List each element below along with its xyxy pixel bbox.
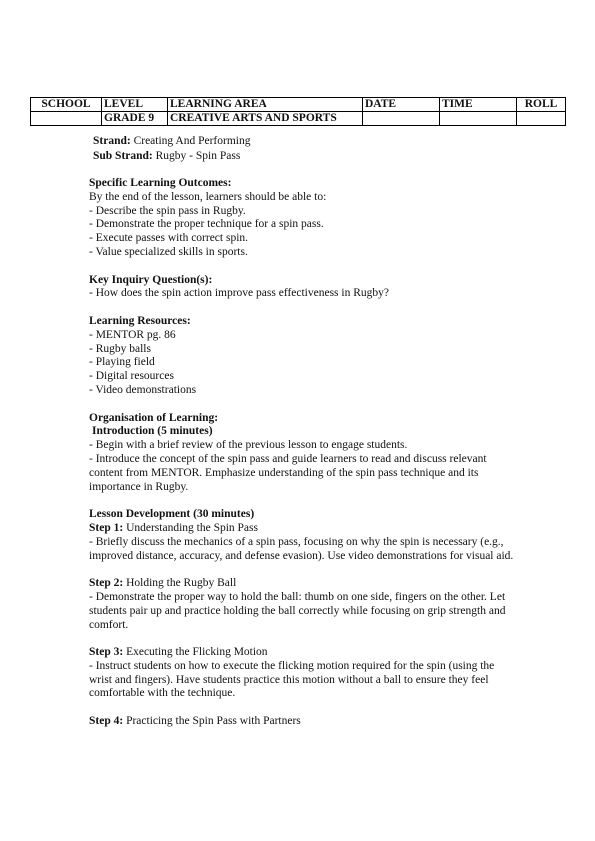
strand-line: [93, 134, 250, 149]
development-heading: Lesson Development (30 minutes): [89, 508, 255, 521]
organisation-heading: Organisation of Learning:: [89, 411, 219, 424]
development-step-4: [89, 715, 514, 729]
resource-item: - Rugby balls: [89, 342, 151, 355]
development-step-2: [89, 577, 514, 632]
step-title-line: [89, 646, 514, 660]
header-roll: ROLL: [517, 98, 566, 112]
step-title: Practicing the Spin Pass with Partners: [126, 715, 301, 728]
header-learning-area: LEARNING AREA: [168, 98, 363, 112]
step-label: Step 1:: [89, 521, 124, 534]
step-label: Step 2:: [89, 577, 124, 590]
time-value: [440, 112, 517, 126]
step-label: Step 4:: [89, 715, 124, 728]
step-title: Executing the Flicking Motion: [126, 646, 268, 659]
step-text: - Demonstrate the proper way to hold the ball: thumb on one side, fingers on the other. Let students pair up and practice holding the ball correctly while focusing on grip strength and comfort.: [89, 590, 506, 631]
header-school: SCHOOL: [31, 98, 102, 112]
resource-item: - Playing field: [89, 356, 155, 369]
step-title-line: [89, 577, 514, 591]
resources-section: [89, 315, 514, 398]
outcomes-heading: Specific Learning Outcomes:: [89, 177, 232, 189]
strand-label: Strand:: [93, 135, 131, 147]
organisation-section: [89, 412, 514, 495]
inquiry-section: [89, 274, 514, 302]
organisation-item: - Begin with a brief review of the previous lesson to engage students.: [89, 439, 408, 452]
strand-block: [93, 134, 250, 163]
outcome-item: - Demonstrate the proper technique for a spin pass.: [89, 218, 324, 231]
step-title-line: [89, 715, 514, 729]
step-title: Holding the Rugby Ball: [126, 577, 237, 590]
header-time: TIME: [440, 98, 517, 112]
lesson-header-table: [30, 97, 566, 126]
strand-value: Creating And Performing: [133, 135, 251, 147]
resource-item: - Digital resources: [89, 370, 174, 383]
resource-item: - Video demonstrations: [89, 383, 197, 396]
organisation-item: - Introduce the concept of the spin pass and guide learners to read and discuss relevant content from MENTOR. Emphasize understanding of the spin pass technique and its importance in Rugby.: [89, 452, 487, 493]
outcome-item: - Describe the spin pass in Rugby.: [89, 204, 246, 217]
school-value: [31, 112, 102, 126]
step-label: Step 3:: [89, 646, 124, 659]
introduction-heading: Introduction (5 minutes): [92, 425, 213, 438]
learning-area-value: CREATIVE ARTS AND SPORTS: [168, 112, 363, 126]
value-row: [31, 112, 566, 126]
development-step-1: [89, 508, 514, 563]
header-row: [31, 98, 566, 112]
outcomes-intro: By the end of the lesson, learners should be able to:: [89, 190, 327, 203]
inquiry-item: - How does the spin action improve pass effectiveness in Rugby?: [89, 287, 389, 300]
step-title: Understanding the Spin Pass: [126, 521, 258, 534]
resource-item: - MENTOR pg. 86: [89, 328, 176, 341]
outcomes-section: [89, 177, 514, 260]
sub-strand-label: Sub Strand:: [93, 149, 153, 162]
step-text: - Briefly discuss the mechanics of a spin pass, focusing on why the spin is necessary (e.g., improved distance, accuracy, and defense evasion). Use video demonstrations for visual aid.: [89, 535, 514, 562]
sub-strand-value: Rugby - Spin Pass: [155, 149, 241, 162]
level-value: GRADE 9: [102, 112, 168, 126]
step-text: - Instruct students on how to execute the flicking motion required for the spin (using the wrist and fingers). Have students practice this motion without a ball to ensure they feel comfortable with the technique.: [89, 659, 495, 700]
header-date: DATE: [363, 98, 440, 112]
inquiry-heading: Key Inquiry Question(s):: [89, 273, 213, 286]
date-value: [363, 112, 440, 126]
development-step-3: [89, 646, 514, 701]
roll-value: [517, 112, 566, 126]
lesson-content: [89, 177, 514, 729]
sub-strand-line: [93, 149, 250, 164]
header-level: LEVEL: [102, 98, 168, 112]
outcome-item: - Execute passes with correct spin.: [89, 232, 249, 245]
resources-heading: Learning Resources:: [89, 314, 191, 327]
outcome-item: - Value specialized skills in sports.: [89, 245, 248, 258]
step-title-line: [89, 522, 514, 536]
